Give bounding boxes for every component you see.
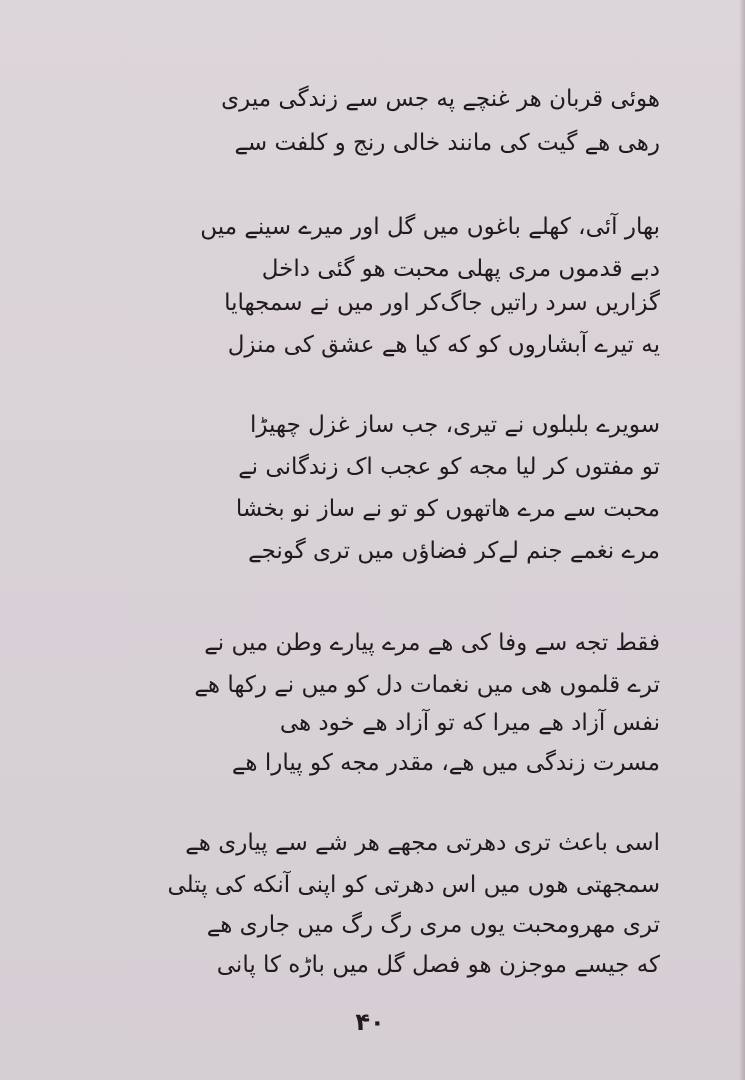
page-number: ۴۰ <box>355 1008 385 1036</box>
poem-line: رهی هے گیت کی مانند خالی رنج و کلفت سے <box>234 130 660 156</box>
poem-line: گزاریں سرد راتیں جاگ‌کر اور میں نے سمجهایا <box>224 290 660 316</box>
page-edge-shadow <box>739 0 745 1080</box>
poem-line: تو مفتوں کر لیا مجه کو عجب اک زندگانی نے <box>238 454 660 480</box>
poem-line: مسرت زندگی میں هے، مقدر مجه کو پیارا هے <box>231 750 660 776</box>
poem-line: یه تیرے آبشاروں کو که کیا هے عشق کی منزل <box>227 332 660 358</box>
poem-line: هوئی قربان هر غنچے په جس سے زندگی میری <box>221 86 660 112</box>
poem-line: مرے نغمے جنم لےکر فضاؤں میں تری گونجے <box>248 538 660 564</box>
poem-line: اسی باعث تری دهرتی مجهے هر شے سے پیاری هے <box>185 830 660 856</box>
poem-line: سمجهتی هوں میں اس دهرتی کو اپنی آنکه کی پتلی <box>167 872 660 898</box>
poem-line: محبت سے مرے هاتهوں کو تو نے ساز نو بخشا <box>235 496 660 522</box>
poem-line: بهار آئی، کهلے باغوں میں گل اور میرے سینے میں <box>200 214 660 240</box>
poem-line: سویرے بلبلوں نے تیری، جب ساز غزل چهیڑا <box>249 412 660 438</box>
poem-line: تری مهرومحبت یوں مری رگ رگ میں جاری هے <box>206 912 660 938</box>
poem-line: فقط تجه سے وفا کی هے مرے پیارے وطن میں نے <box>204 630 660 656</box>
poem-line: که جیسے موجزن هو فصل گل میں باڑه کا پانی <box>216 952 660 978</box>
poem-line: ترے قلموں هی میں نغمات دل کو میں نے رکها هے <box>194 672 660 698</box>
poem-line: نفس آزاد هے میرا که تو آزاد هے خود هی <box>279 710 660 736</box>
poem <box>100 70 660 978</box>
poem-line: دبے قدموں مری پهلی محبت هو گئی داخل <box>261 256 660 282</box>
